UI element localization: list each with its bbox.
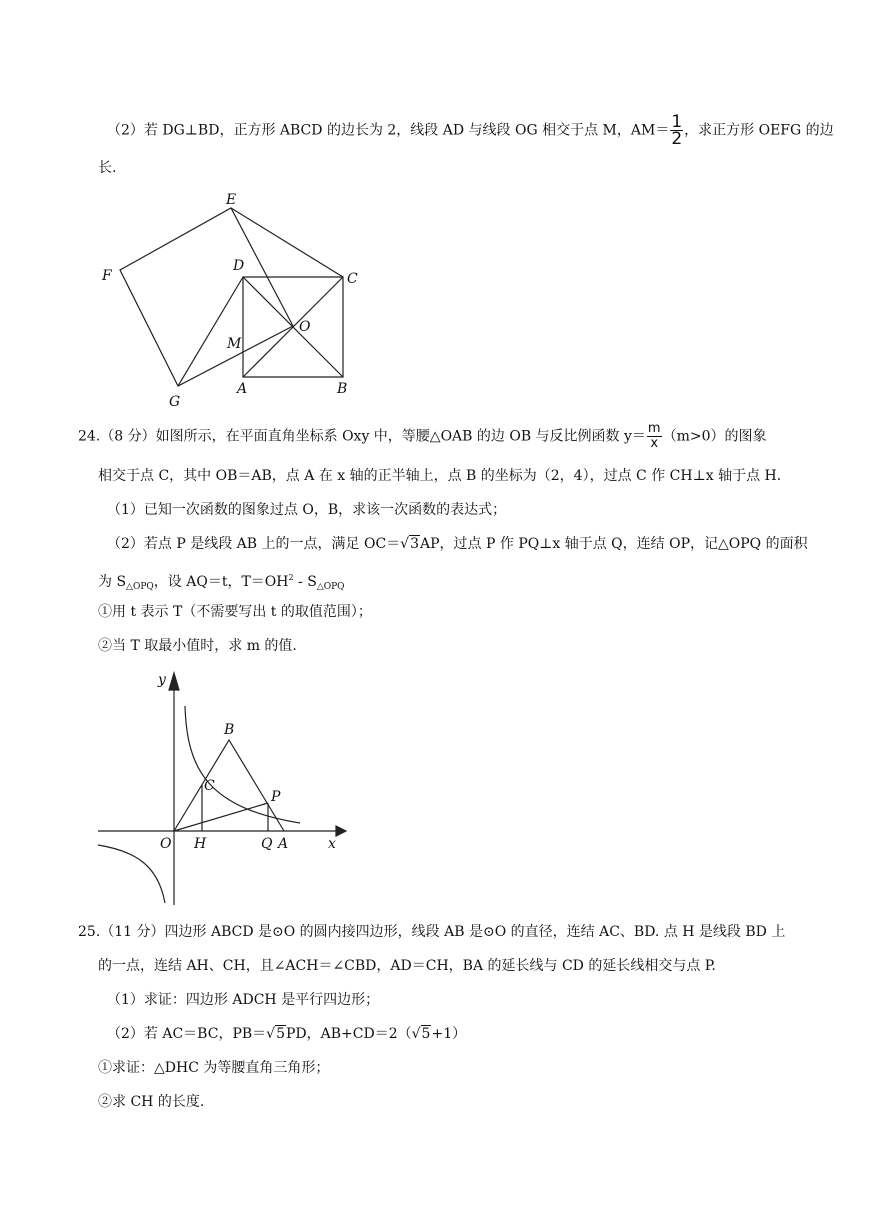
fraction-one-half [670, 114, 683, 147]
fig1-label-f: F [102, 268, 112, 284]
fraction-m-over-x [647, 422, 662, 451]
q23-part2-text-a: （2）若 DG⊥BD，正方形 ABCD 的边长为 2，线段 AD 与线段 OG 相交于点 M，AM＝ [107, 122, 670, 139]
fraction-denominator: 2 [671, 129, 683, 149]
fig1-label-g: G [169, 394, 181, 410]
diagonal-db [243, 277, 343, 377]
fig2-label-b: B [224, 722, 235, 738]
fig1-label-c: C [347, 271, 358, 287]
triangle-oab [174, 740, 284, 831]
q25-part2 [107, 1024, 466, 1044]
radicand: 3 [410, 536, 420, 552]
q24-part2-text-e: - S [293, 574, 317, 590]
hyperbola-branch-1 [185, 706, 300, 823]
fig2-label-c: C [204, 778, 215, 794]
q24-intro-line2: 相交于点 C，其中 OB＝AB，点 A 在 x 轴的正半轴上，点 B 的坐标为（2，4），过点 C 作 CH⊥x 轴于点 H. [98, 468, 782, 484]
fig1-label-d: D [233, 258, 245, 274]
sqrt-5: √5 [266, 1026, 285, 1042]
superscript-2: 2 [288, 573, 294, 582]
subscript-opq: △OPQ [126, 582, 154, 592]
q25-subq2: ②求 CH 的长度. [98, 1094, 205, 1110]
q24-part2-text-a: （2）若点 P 是线段 AB 上的一点，满足 OC＝ [107, 536, 401, 552]
q25-intro-line1: 25.（11 分）四边形 ABCD 是⊙O 的圆内接四边形，线段 AB 是⊙O 的直径，连结 AC、BD. 点 H 是线段 BD 上 [78, 924, 786, 940]
q24-part2-text-d: ，设 AQ＝t，T＝OH [153, 574, 289, 590]
q24-subq1: ①用 t 表示 T（不需要写出 t 的取值范围）； [98, 604, 372, 620]
q24-intro-line1 [78, 422, 767, 451]
y-axis-arrow [169, 673, 179, 690]
fig1-label-b: B [337, 381, 348, 397]
segment-dg [178, 277, 243, 386]
q23-part2-line1 [107, 114, 834, 147]
fraction-numerator: m [647, 421, 661, 436]
q24-part2-text-b: AP，过点 P 作 PQ⊥x 轴于点 Q，连结 OP，记△OPQ 的面积 [420, 536, 808, 552]
q25-part1: （1）求证：四边形 ADCH 是平行四边形； [107, 992, 380, 1008]
q24-intro-text-a: 24.（8 分）如图所示，在平面直角坐标系 Oxy 中，等腰△OAB 的边 OB 与反比例函数 y＝ [78, 428, 646, 445]
q25-part2-text-c: +1） [431, 1026, 467, 1042]
fig1-label-a: A [237, 381, 248, 397]
square-oefg [120, 208, 293, 386]
fraction-denominator: x [650, 436, 659, 451]
q25-part2-text-b: PD，AB+CD＝2（ [286, 1026, 412, 1042]
fig2-label-q: Q [261, 836, 273, 852]
hyperbola-branch-2 [98, 845, 165, 903]
fig2-label-y: y [158, 672, 166, 688]
segment-op [174, 803, 268, 831]
radicand: 5 [421, 1026, 431, 1042]
q25-subq1: ①求证：△DHC 为等腰直角三角形； [98, 1060, 330, 1076]
x-axis-arrow [336, 826, 346, 836]
q23-part2-line2: 长. [98, 160, 117, 176]
q24-part1: （1）已知一次函数的图象过点 O，B，求该一次函数的表达式； [107, 502, 507, 518]
sqrt-5: √5 [411, 1026, 431, 1042]
diagonal-ca [243, 277, 343, 377]
q24-part2-line2 [98, 568, 345, 597]
fig1-label-o: O [299, 319, 311, 335]
q23-part2-text-b: ，求正方形 OEFG 的边 [684, 122, 834, 139]
q24-part2-line1 [107, 534, 808, 554]
fig2-label-h: H [194, 836, 207, 852]
fig1-label-m: M [227, 336, 242, 352]
fig2-label-x: x [328, 836, 336, 852]
q24-part2-text-c: 为 S [98, 574, 127, 590]
fraction-numerator: 1 [671, 112, 683, 132]
subscript-opq: △OPQ [316, 582, 345, 592]
q24-intro-text-b: （m>0）的图象 [662, 428, 767, 445]
q24-subq2: ②当 T 取最小值时，求 m 的值. [98, 638, 297, 654]
fig2-label-p: P [271, 789, 281, 805]
q25-intro-line2: 的一点，连结 AH、CH，且∠ACH＝∠CBD，AD＝CH，BA 的延长线与 CD 的延长线相交与点 P. [98, 958, 716, 974]
segment-ec [231, 208, 343, 277]
fig1-label-e: E [226, 192, 237, 208]
radicand: 5 [276, 1026, 285, 1042]
fig2-label-a: A [278, 836, 289, 852]
square-abcd [243, 277, 343, 377]
fig2-label-o: O [160, 836, 172, 852]
q25-part2-text-a: （2）若 AC＝BC，PB＝ [107, 1026, 267, 1042]
sqrt-3: √3 [400, 536, 420, 552]
